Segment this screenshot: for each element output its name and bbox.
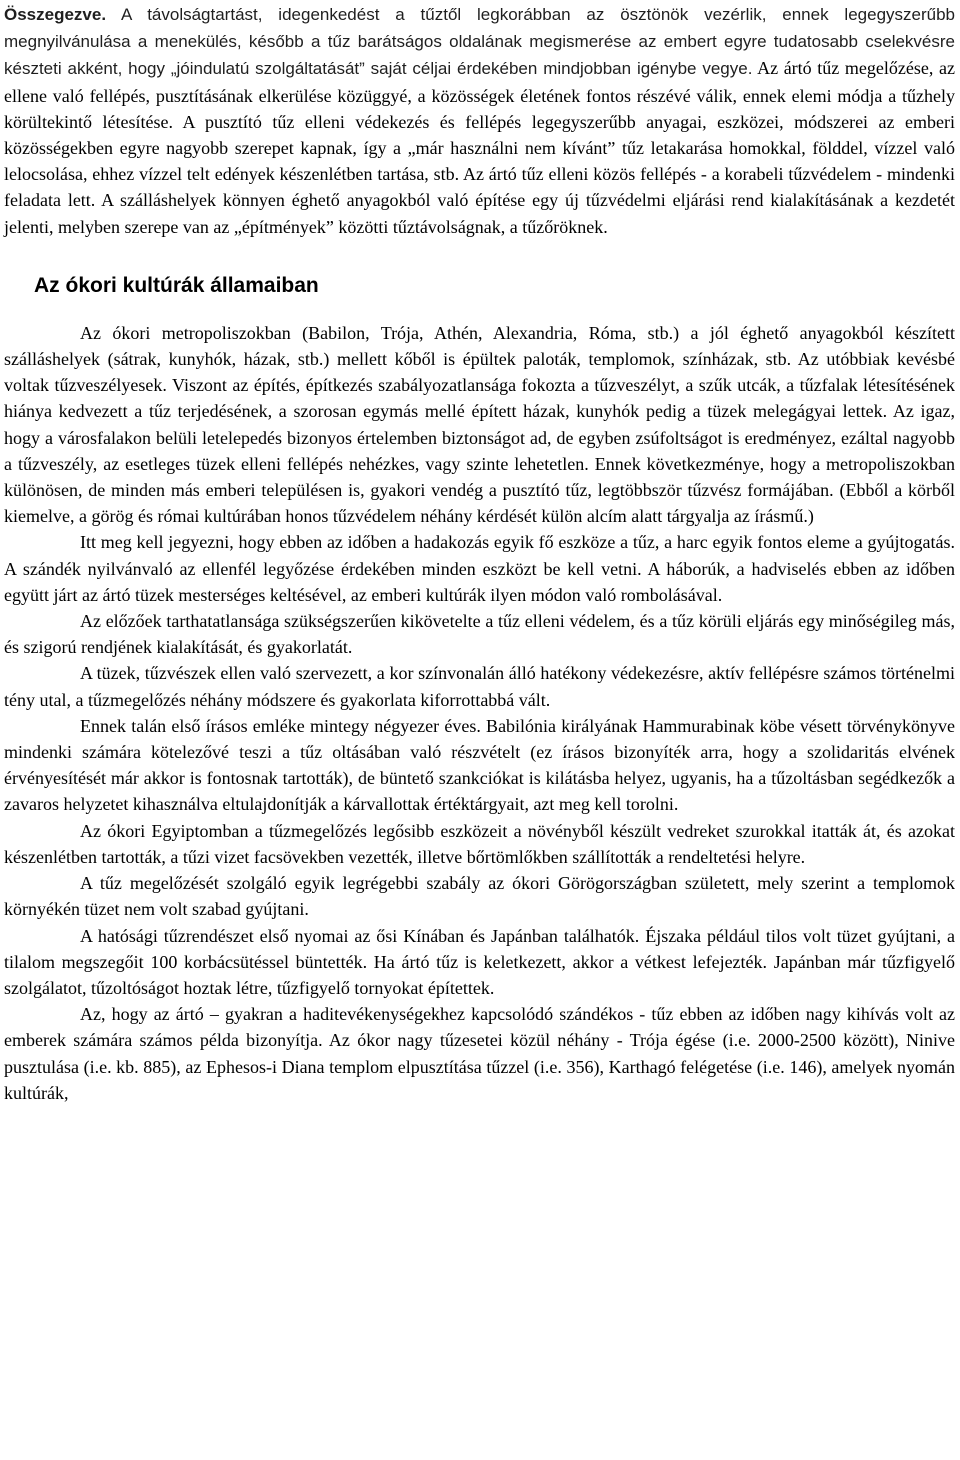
body-paragraph-6: Az ókori Egyiptomban a tűzmegelőzés legősibb eszközeit a növényből készült vedreket szurokkal itatták át, és azokat készenlétben tartották, a tűzi vizet facsövekben vezették, illetve bőrtömlőkben szállították a rendeltetési helyre. — [4, 820, 955, 867]
body-paragraph-2: Itt meg kell jegyezni, hogy ebben az időben a hadakozás egyik fő eszköze a tűz, a harc egyik fontos eleme a gyújtogatás. A szándék nyilvánvaló az ellenfél legyőzése érdekében minden eszközt be kell vetni. A háborúk, a hadviselés ebben az időben együtt járt az ártó tüzek mesterséges keltésével, az emberi kultúrák ilyen módon való rombolásával. — [4, 532, 955, 605]
summary-text-part-2: Az ártó tűz megelőzése, az ellene való fellépés, pusztításának elkerülése közüggyé, a közösségek életének fontos részévé válik, ennek elemi módja a tűzhely körültekintő létesítése. — [4, 58, 955, 132]
summary-paragraph — [4, 0, 955, 240]
body-paragraph-8: A hatósági tűzrendészet első nyomai az ősi Kínában és Japánban találhatók. Éjszaka például tilos volt tüzet gyújtani, a tilalom megszegőit 100 korbácsütéssel büntették. Ha ártó tűz is keletkezett, akkor a vétkest lefejezték. Japánban már tűzfigyelő szolgálatot, tűzoltóságot hoztak létre, tűzfigyelő tornyokat építettek. — [4, 925, 955, 998]
body-paragraph-7: A tűz megelőzését szolgáló egyik legrégebbi szabály az ókori Görögországban született, mely szerint a templomok környékén tüzet nem volt szabad gyújtani. — [4, 873, 955, 920]
summary-text-part-1: A távolságtartást, idegenkedést a tűztől legkorábban az ösztönök vezérlik, ennek legegyszerűbb megnyilvánulása a menekülés, később a tűz barátságos oldalának megismerése az embert egyre tudatosabb cselekvésre készteti akként, hogy „jóindulatú szolgáltatását” saját céljai érdekében mindjobban igénybe vegye. — [4, 5, 955, 79]
summary-text-part-3: A pusztító tűz elleni védekezés és fellépés legegyszerűbb anyagai, eszközei, módszerei az emberi közösségekben egyre nagyobb szerepet kapnak, így a „már használni nem kívánt” tűz letakarása homokkal, földdel, vízzel való lelocsolása, ehhez vízzel telt edények készenlétben tartása, stb. Az ártó tűz elleni közös fellépés - a korabeli tűzvédelem - mindenki feladata lett. A szálláshelyek könnyen éghető anyagokból való építése egy új tűzvédelmi eljárási rend kialakításának a kezdetét jelenti, melyben szerepe van az „építmények” közötti tűztávolságnak, a tűzőröknek. — [4, 111, 955, 237]
section-heading: Az ókori kultúrák államaiban — [34, 273, 319, 297]
body-paragraph-9: Az, hogy az ártó – gyakran a haditevékenységekhez kapcsolódó szándékos - tűz ebben az időben nagy kihívás volt az emberek számára számos példa bizonyítja. Az ókor nagy tűzesetei közül néhány - Trója égése (i.e. 2000-2500 között), Ninive pusztulása (i.e. kb. 885), az Ephesos-i Diana templom elpusztítása tűzzel (i.e. 356), Karthagó felégetése (i.e. 146), amelyek nyomán kultúrák, — [4, 1004, 955, 1103]
body-paragraph-4: A tüzek, tűzvészek ellen való szervezett, a kor színvonalán álló hatékony védekezésre, aktív fellépésre számos történelmi tény utal, a tűzmegelőzés néhány módszere és gyakorlata kiforrottabbá vált. — [4, 663, 955, 710]
body-paragraph-5: Ennek talán első írásos emléke mintegy négyezer éves. Babilónia királyának Hammurabinak köbe vésett törvénykönyve mindenki számára kötelezővé teszi a tűz oltásában való részvételt (ez írásos bizonyíték arra, hogy a szolidaritás elvének érvényesítését már akkor is fontosnak tartották), de büntető szankciókat is kilátásba helyez, ugyanis, ha a tűzoltásban segédkezők a zavaros helyzetet kihasználva eltulajdonítják a kárvallottak értéktárgyait, azt meg kell torolni. — [4, 715, 955, 815]
body-paragraph-1: Az ókori metropoliszokban (Babilon, Trója, Athén, Alexandria, Róma, stb.) a jól éghető anyagokból készített szálláshelyek (sátrak, kunyhók, házak, stb.) mellett kőből is épültek paloták, templomok, színházak, stb. Az utóbbiak kevésbé voltak tűzveszélyesek. Viszont az építés, építkezés szabályozatlansága fokozta a tűzveszélyt, a szűk utcák, a tűzfalak létesítésének hiánya kedvezett a tűz terjedésének, a szorosan egymás mellé épített házak, kunyhók pedig a tüzek melegágyai lettek. Az igaz, hogy a városfalakon belüli letelepedés bizonyos értelemben biztonságot ad, de egyben zsúfoltságot is eredményez, ezáltal nagyobb a tűzveszély, az esetleges tüzek elleni fellépés nehézkes, vagy szinte lehetetlen. Ennek következménye, hogy a metropoliszokban különösen, de minden más emberi településen is, gyakori vendég a pusztító tűz, legtöbbször tűzvész formájában. (Ebből a körből kiemelve, a görög és római kultúrában honos tűzvédelem néhány kérdését külön alcím alatt tárgyalja az írásmű.) — [4, 322, 955, 527]
summary-label: Összegezve. — [4, 5, 107, 24]
body-paragraph-3: Az előzőek tarthatatlansága szükségszerűen kikövetelte a tűz elleni védelem, és a tűz körüli eljárás egy minőségileg más, és szigorú rendjének kialakítását, és gyakorlatát. — [4, 611, 955, 658]
